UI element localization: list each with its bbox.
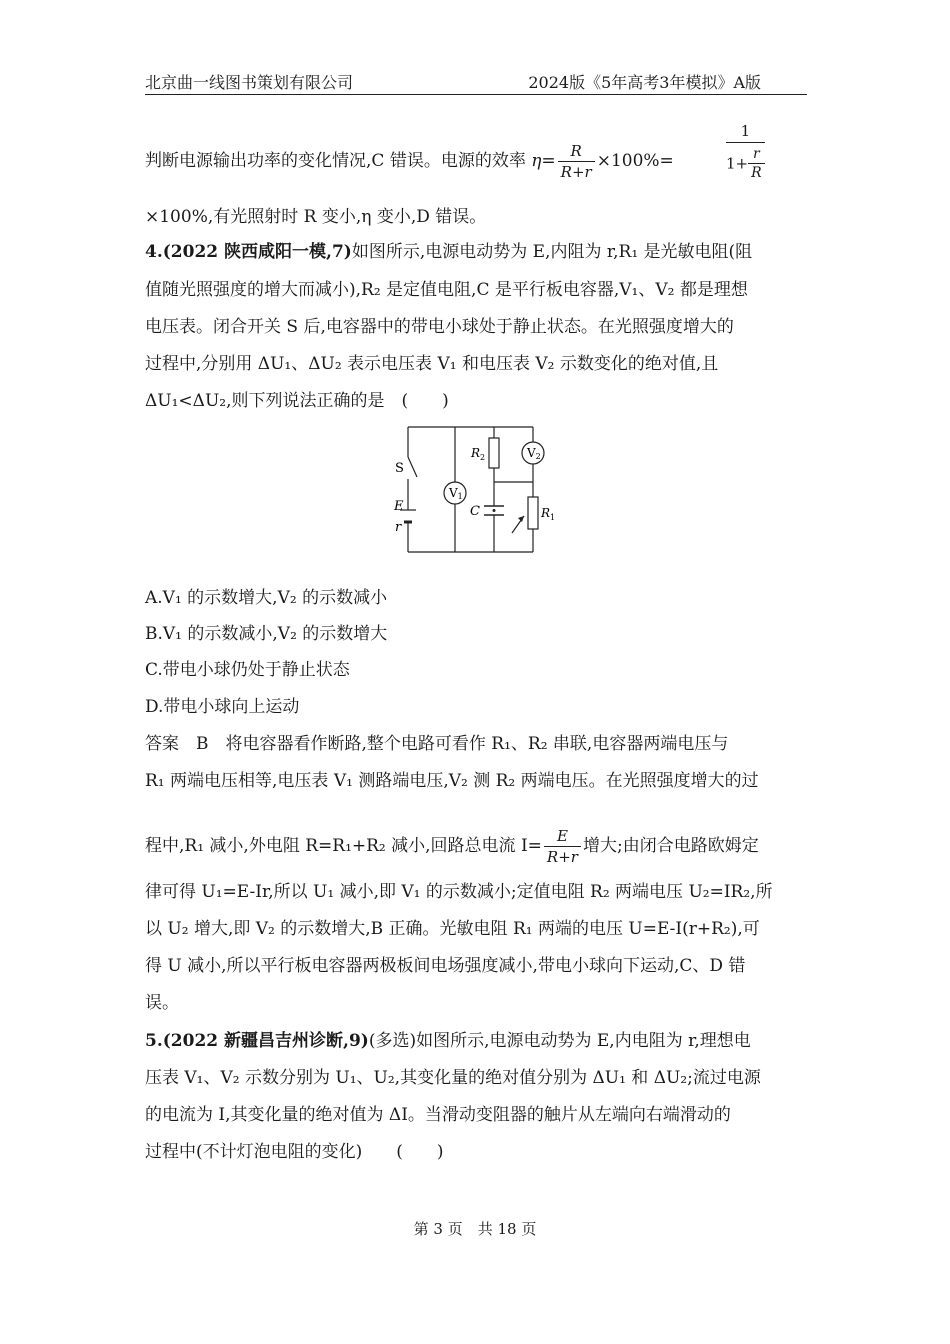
text-span: 增大;由闭合电路欧姆定 — [582, 836, 759, 856]
eta-symbol: η — [531, 151, 542, 171]
label-V2: V2 — [527, 446, 541, 461]
page-footer: 第 3 页 共 18 页 — [413, 1220, 537, 1238]
option-b: B.V₁ 的示数减小,V₂ 的示数增大 — [145, 624, 388, 644]
answer-line: 答案 B 将电容器看作断路,整个电路可看作 R₁、R₂ 串联,电容器两端电压与 — [145, 734, 729, 754]
fraction — [558, 141, 595, 182]
question-number: 5. — [145, 1031, 163, 1051]
denominator-prefix: 1+ — [726, 154, 749, 173]
fraction — [544, 826, 581, 867]
text-line — [145, 141, 674, 182]
fraction-numerator: r — [748, 145, 765, 164]
label-R2: $R_2$ — [471, 446, 486, 462]
text-span: ×100%= — [596, 151, 674, 171]
option-c: C.带电小球仍处于静止状态 — [145, 660, 350, 680]
label-r: r — [395, 520, 402, 535]
question-5-line — [145, 1029, 751, 1053]
compound-fraction — [726, 120, 765, 182]
text-span: 程中,R₁ 减小,外电阻 R=R₁+R₂ 减小,回路总电流 I= — [145, 836, 542, 856]
text-line: ΔU₁<ΔU₂,则下列说法正确的是 ( ) — [145, 391, 449, 411]
text-line: 过程中(不计灯泡电阻的变化) ( ) — [145, 1142, 444, 1162]
label-C: C — [470, 504, 480, 519]
text-line: 电压表。闭合开关 S 后,电容器中的带电小球处于静止状态。在光照强度增大的 — [145, 317, 734, 337]
fraction-denominator: R+r — [560, 163, 592, 181]
text-line: 的电流为 I,其变化量的绝对值为 ΔI。当滑动变阻器的触片从左端向右端滑动的 — [145, 1105, 731, 1125]
header-publisher: 北京曲一线图书策划有限公司 — [145, 73, 354, 92]
text-line: 过程中,分别用 ΔU₁、ΔU₂ 表示电压表 V₁ 和电压表 V₂ 示数变化的绝对值,且 — [145, 354, 719, 374]
text-line: 值随光照强度的增大而减小),R₂ 是定值电阻,C 是平行板电容器,V₁、V₂ 都是理想 — [145, 280, 748, 300]
option-d: D.带电小球向上运动 — [145, 697, 300, 717]
answer-line: R₁ 两端电压相等,电压表 V₁ 测路端电压,V₂ 测 R₂ 两端电压。在光照强度增大的过 — [145, 771, 759, 791]
label-E: E — [394, 499, 404, 514]
fraction-numerator: E — [544, 826, 581, 847]
page-header — [145, 70, 807, 95]
fraction-numerator: 1 — [726, 120, 765, 143]
fraction-denominator: R+r — [546, 848, 578, 866]
question-source: (2022 新疆昌吉州诊断,9) — [162, 1031, 369, 1051]
text-span: 判断电源输出功率的变化情况,C 错误。电源的效率 — [145, 151, 532, 171]
header-edition: 2024版《5年高考3年模拟》A版 — [528, 73, 761, 92]
fraction-denominator: R — [751, 165, 762, 181]
option-a: A.V₁ 的示数增大,V₂ 的示数减小 — [145, 588, 388, 608]
text-span: (多选)如图所示,电源电动势为 E,内电阻为 r,理想电 — [368, 1031, 751, 1051]
label-R1: $R_1$ — [541, 506, 556, 522]
fraction-numerator: R — [558, 141, 595, 162]
equals-sign: = — [541, 151, 556, 171]
question-4-line — [145, 240, 752, 264]
circuit-diagram — [388, 422, 558, 557]
text-line: ×100%,有光照射时 R 变小,η 变小,D 错误。 — [145, 207, 487, 227]
question-source: (2022 陕西咸阳一模,7) — [162, 242, 352, 262]
answer-line: 以 U₂ 增大,即 V₂ 的示数增大,B 正确。光敏电阻 R₁ 两端的电压 U=E-I(r+R₂),可 — [145, 919, 760, 939]
question-number: 4. — [145, 242, 163, 262]
text-line: 压表 V₁、V₂ 示数分别为 U₁、U₂,其变化量的绝对值分别为 ΔU₁ 和 ΔU₂;流过电源 — [145, 1068, 761, 1088]
answer-line: 误。 — [145, 993, 179, 1013]
text-span: 如图所示,电源电动势为 E,内阻为 r,R₁ 是光敏电阻(阻 — [351, 242, 753, 262]
charged-ball — [493, 509, 496, 512]
answer-line: 得 U 减小,所以平行板电容器两极板间电场强度减小,带电小球向下运动,C、D 错 — [145, 956, 746, 976]
answer-line: 律可得 U₁=E-Ir,所以 U₁ 减小,即 V₁ 的示数减小;定值电阻 R₂ 两端电压 U₂=IR₂,所 — [145, 882, 773, 902]
label-V1: V1 — [449, 486, 463, 501]
label-S: S — [395, 461, 404, 476]
answer-line — [145, 826, 759, 867]
inner-fraction — [748, 145, 765, 182]
